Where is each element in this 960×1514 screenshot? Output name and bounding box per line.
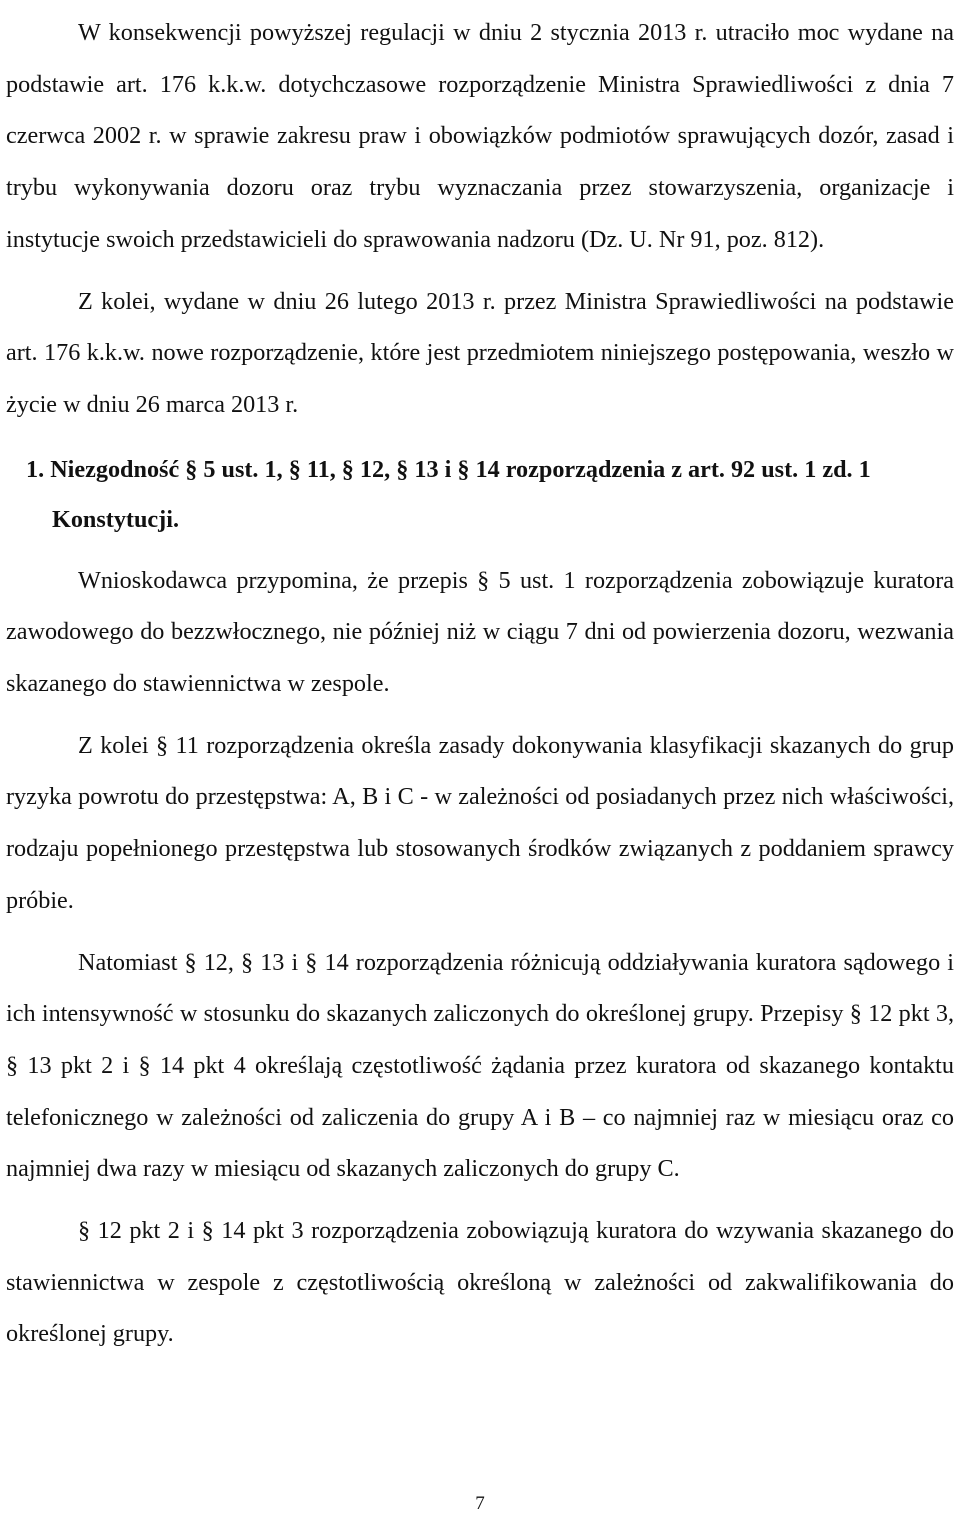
paragraph-repealed-regulation: W konsekwencji powyższej regulacji w dniu 2 stycznia 2013 r. utraciło moc wydane na podstawie art. 176 k.k.w. dotychczasowe rozporządzenie Ministra Sprawiedliwości z dnia 7 czerwca 2002 r. w sprawie zakresu praw i obowiązków podmiotów sprawujących dozór, zasad i trybu wykonywania dozoru oraz trybu wyznaczania przez stowarzyszenia, organizacje i instytucje swoich przedstawicieli do sprawowania nadzoru (Dz. U. Nr 91, poz. 812). [6,19,954,253]
paragraph-summons-frequency: § 12 pkt 2 i § 14 pkt 3 rozporządzenia zobowiązują kuratora do wzywania skazanego do stawiennictwa w zespole z częstotliwością określoną w zależności od zakwalifikowania do określonej grupy. [6,1217,954,1348]
section-heading: 1. Niezgodność § 5 ust. 1, § 11, § 12, § 13 i § 14 rozporządzenia z art. 92 ust. 1 zd. 1 Konstytucji. [26,455,871,533]
paragraph-applicant-reminder: Wnioskodawca przypomina, że przepis § 5 ust. 1 rozporządzenia zobowiązuje kuratora zawodowego do bezzwłocznego, nie później niż w ciągu 7 dni od powierzenia dozoru, wezwania skazanego do stawiennictwa w zespole. [6,566,954,698]
paragraph-new-regulation: Z kolei, wydane w dniu 26 lutego 2013 r. przez Ministra Sprawiedliwości na podstawie art. 176 k.k.w. nowe rozporządzenie, które jest przedmiotem niniejszego postępowania, weszło w życie w dniu 26 marca 2013 r. [6,287,954,418]
paragraph-risk-classification: Z kolei § 11 rozporządzenia określa zasady dokonywania klasyfikacji skazanych do grup ryzyka powrotu do przestępstwa: A, B i C - w zależności od posiadanych przez nich właściwości, rodzaju popełnionego przestępstwa lub stosowanych środków związanych z poddaniem sprawcy próbie. [6,731,954,914]
document-page [6,0,954,1513]
page-number: 7 [475,1493,485,1514]
paragraph-differentiation: Natomiast § 12, § 13 i § 14 rozporządzenia różnicują oddziaływania kuratora sądowego i ich intensywność w stosunku do skazanych zaliczonych do określonej grupy. Przepisy § 12 pkt 3, § 13 pkt 2 i § 14 pkt 4 określają częstotliwość żądania przez kuratora od skazanego kontaktu telefonicznego w zależności od zaliczenia do grupy A i B – co najmniej raz w miesiącu oraz co najmniej dwa razy w miesiącu od skazanych zaliczonych do grupy C. [6,948,954,1183]
